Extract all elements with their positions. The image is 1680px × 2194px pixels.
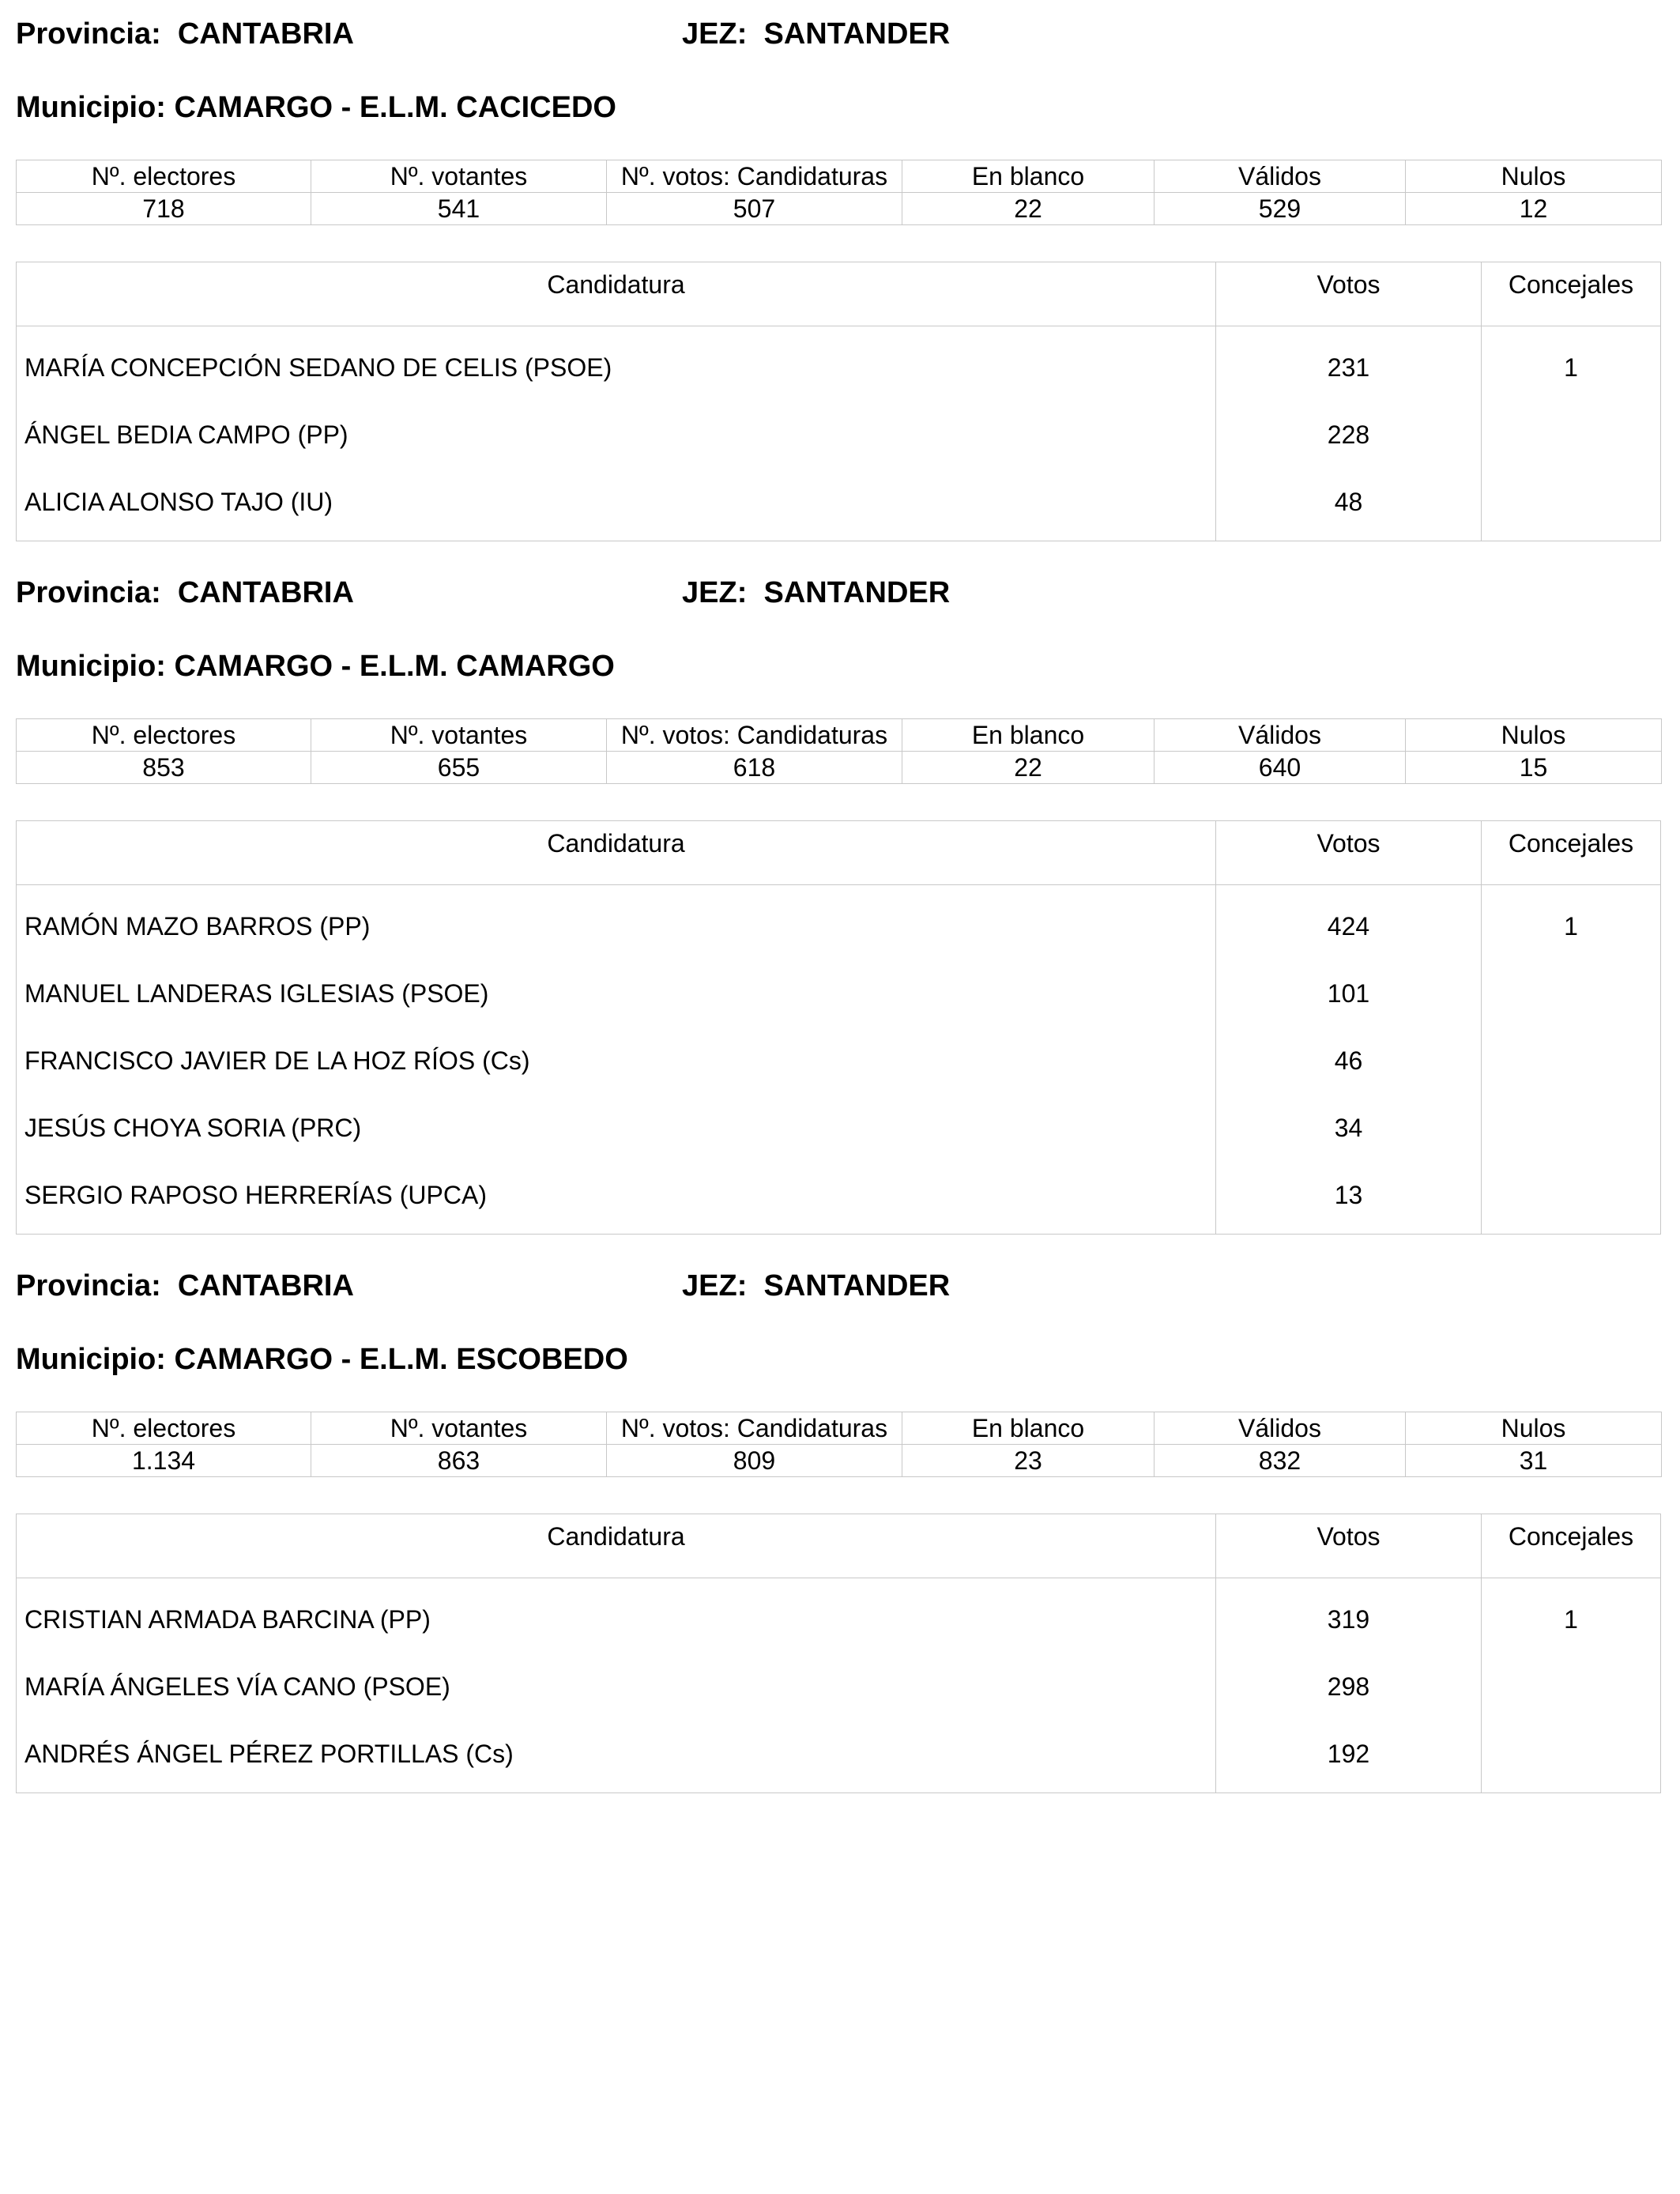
candidates-header-row bbox=[17, 262, 1660, 326]
provincia-header: Provincia: CANTABRIA bbox=[16, 576, 354, 609]
jez-header: JEZ: SANTANDER bbox=[682, 576, 951, 609]
candidatura-header: Candidatura bbox=[547, 1522, 685, 1551]
candidate-name: ALICIA ALONSO TAJO (IU) bbox=[24, 488, 333, 516]
table-row bbox=[17, 1646, 1660, 1713]
en-blanco-header: En blanco bbox=[902, 1412, 1155, 1445]
electores-value: 1.134 bbox=[17, 1445, 311, 1477]
en-blanco-header: En blanco bbox=[902, 160, 1155, 193]
validos-header: Válidos bbox=[1155, 160, 1406, 193]
candidate-concejales: 1 bbox=[1564, 353, 1578, 382]
candidate-name: MARÍA CONCEPCIÓN SEDANO DE CELIS (PSOE) bbox=[24, 353, 612, 382]
candidate-concejales: 1 bbox=[1564, 912, 1578, 941]
en-blanco-header: En blanco bbox=[902, 719, 1155, 752]
candidate-name: ANDRÉS ÁNGEL PÉREZ PORTILLAS (Cs) bbox=[24, 1740, 514, 1768]
candidates-header-row bbox=[17, 1514, 1660, 1578]
nulos-value: 12 bbox=[1406, 193, 1662, 225]
table-row bbox=[17, 326, 1660, 394]
jez-header: JEZ: SANTANDER bbox=[682, 17, 951, 51]
candidate-votes: 101 bbox=[1327, 979, 1370, 1008]
table-row bbox=[17, 1154, 1660, 1221]
candidate-name: JESÚS CHOYA SORIA (PRC) bbox=[24, 1114, 362, 1142]
validos-header: Válidos bbox=[1155, 719, 1406, 752]
validos-value: 640 bbox=[1155, 752, 1406, 784]
candidate-votes: 228 bbox=[1327, 420, 1370, 449]
summary-value-row bbox=[17, 193, 1662, 225]
validos-value: 529 bbox=[1155, 193, 1406, 225]
validos-value: 832 bbox=[1155, 1445, 1406, 1477]
nulos-header: Nulos bbox=[1406, 160, 1662, 193]
table-row bbox=[17, 952, 1660, 1020]
candidate-votes: 424 bbox=[1327, 912, 1370, 941]
nulos-header: Nulos bbox=[1406, 719, 1662, 752]
candidate-votes: 13 bbox=[1334, 1181, 1363, 1209]
concejales-header: Concejales bbox=[1508, 829, 1634, 858]
candidate-name: MARÍA ÁNGELES VÍA CANO (PSOE) bbox=[24, 1672, 450, 1701]
nulos-value: 15 bbox=[1406, 752, 1662, 784]
candidate-name: RAMÓN MAZO BARROS (PP) bbox=[24, 912, 371, 941]
nulos-header: Nulos bbox=[1406, 1412, 1662, 1445]
validos-header: Válidos bbox=[1155, 1412, 1406, 1445]
candidates-table bbox=[16, 820, 1661, 1235]
candidates-table bbox=[16, 1514, 1661, 1793]
en-blanco-value: 22 bbox=[902, 193, 1155, 225]
votos-candidaturas-value: 618 bbox=[607, 752, 902, 784]
electores-value: 718 bbox=[17, 193, 311, 225]
candidate-votes: 34 bbox=[1334, 1114, 1363, 1142]
votantes-header: Nº. votantes bbox=[311, 1412, 607, 1445]
candidate-concejales: 1 bbox=[1564, 1605, 1578, 1634]
candidate-name: FRANCISCO JAVIER DE LA HOZ RÍOS (Cs) bbox=[24, 1046, 530, 1075]
summary-header-row bbox=[17, 719, 1662, 752]
table-row bbox=[17, 461, 1660, 528]
table-row bbox=[17, 1087, 1660, 1154]
electores-header: Nº. electores bbox=[17, 719, 311, 752]
votantes-value: 863 bbox=[311, 1445, 607, 1477]
table-row bbox=[17, 394, 1660, 461]
votantes-value: 655 bbox=[311, 752, 607, 784]
votos-header: Votos bbox=[1317, 270, 1381, 299]
candidate-votes: 192 bbox=[1327, 1740, 1370, 1768]
candidate-votes: 48 bbox=[1334, 488, 1363, 516]
votos-candidaturas-value: 507 bbox=[607, 193, 902, 225]
municipio-header: Municipio: CAMARGO - E.L.M. CAMARGO bbox=[16, 650, 615, 683]
nulos-value: 31 bbox=[1406, 1445, 1662, 1477]
votos-header: Votos bbox=[1317, 1522, 1381, 1551]
summary-value-row bbox=[17, 1445, 1662, 1477]
votos-candidaturas-header: Nº. votos: Candidaturas bbox=[607, 719, 902, 752]
votantes-header: Nº. votantes bbox=[311, 160, 607, 193]
municipio-header: Municipio: CAMARGO - E.L.M. ESCOBEDO bbox=[16, 1343, 628, 1376]
table-row bbox=[17, 1020, 1660, 1087]
electores-value: 853 bbox=[17, 752, 311, 784]
summary-header-row bbox=[17, 1412, 1662, 1445]
electores-header: Nº. electores bbox=[17, 1412, 311, 1445]
candidate-votes: 298 bbox=[1327, 1672, 1370, 1701]
concejales-header: Concejales bbox=[1508, 1522, 1634, 1551]
candidate-name: CRISTIAN ARMADA BARCINA (PP) bbox=[24, 1605, 431, 1634]
candidate-name: ÁNGEL BEDIA CAMPO (PP) bbox=[24, 420, 348, 449]
summary-table bbox=[16, 160, 1662, 225]
votantes-value: 541 bbox=[311, 193, 607, 225]
summary-value-row bbox=[17, 752, 1662, 784]
summary-table bbox=[16, 718, 1662, 784]
summary-table bbox=[16, 1412, 1662, 1477]
candidates-table bbox=[16, 262, 1661, 541]
candidates-header-row bbox=[17, 821, 1660, 885]
votos-candidaturas-header: Nº. votos: Candidaturas bbox=[607, 160, 902, 193]
provincia-header: Provincia: CANTABRIA bbox=[16, 17, 354, 51]
table-row bbox=[17, 1578, 1660, 1646]
summary-header-row bbox=[17, 160, 1662, 193]
electores-header: Nº. electores bbox=[17, 160, 311, 193]
votos-candidaturas-header: Nº. votos: Candidaturas bbox=[607, 1412, 902, 1445]
votos-header: Votos bbox=[1317, 829, 1381, 858]
candidates-body bbox=[17, 885, 1660, 1234]
provincia-header: Provincia: CANTABRIA bbox=[16, 1269, 354, 1302]
candidate-votes: 319 bbox=[1327, 1605, 1370, 1634]
votantes-header: Nº. votantes bbox=[311, 719, 607, 752]
concejales-header: Concejales bbox=[1508, 270, 1634, 299]
candidatura-header: Candidatura bbox=[547, 270, 685, 299]
municipio-header: Municipio: CAMARGO - E.L.M. CACICEDO bbox=[16, 91, 616, 124]
table-row bbox=[17, 1713, 1660, 1780]
jez-header: JEZ: SANTANDER bbox=[682, 1269, 951, 1302]
candidate-name: SERGIO RAPOSO HERRERÍAS (UPCA) bbox=[24, 1181, 487, 1209]
votos-candidaturas-value: 809 bbox=[607, 1445, 902, 1477]
candidates-body bbox=[17, 1578, 1660, 1793]
candidatura-header: Candidatura bbox=[547, 829, 685, 858]
candidate-votes: 46 bbox=[1334, 1046, 1363, 1075]
candidates-body bbox=[17, 326, 1660, 541]
table-row bbox=[17, 885, 1660, 952]
en-blanco-value: 23 bbox=[902, 1445, 1155, 1477]
en-blanco-value: 22 bbox=[902, 752, 1155, 784]
candidate-votes: 231 bbox=[1327, 353, 1370, 382]
candidate-name: MANUEL LANDERAS IGLESIAS (PSOE) bbox=[24, 979, 489, 1008]
